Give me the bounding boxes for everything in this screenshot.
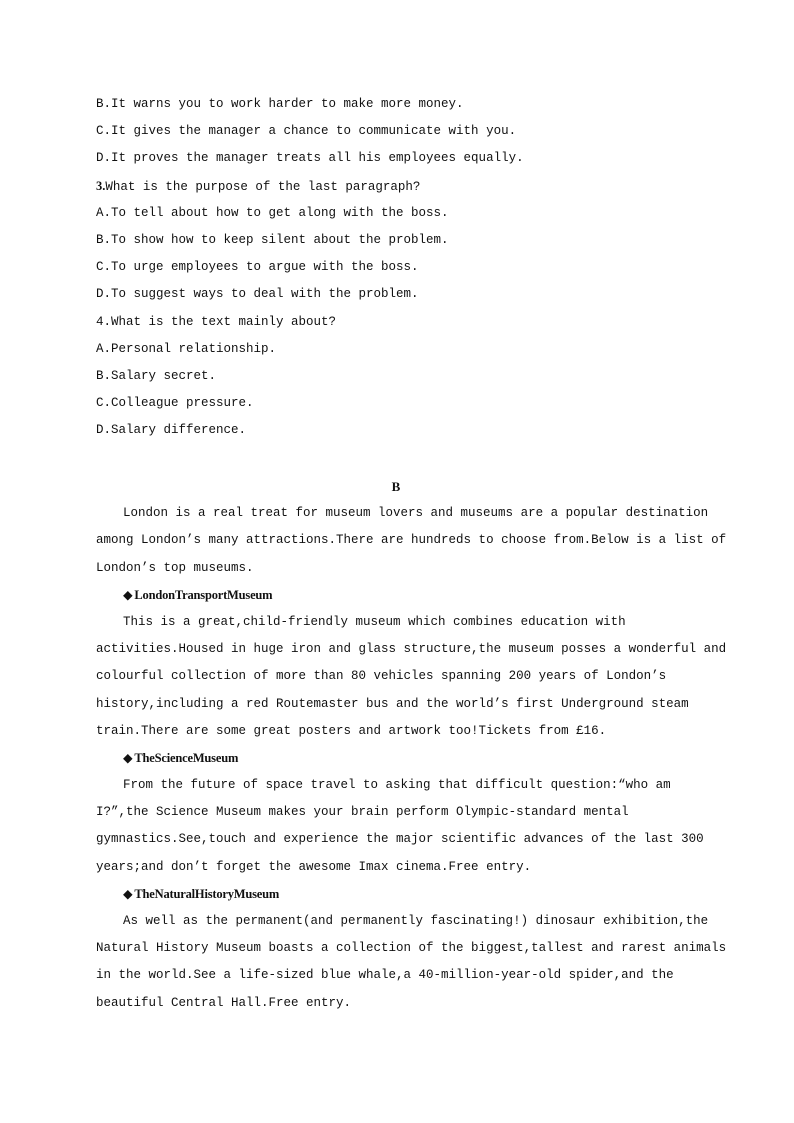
museum-text-line: years;and don’t forget the awesome Imax cinema.Free entry.	[96, 859, 532, 874]
museum-text-line: activities.Housed in huge iron and glass structure,the museum posses a wonderful and	[96, 642, 727, 657]
museum-name: TheNaturalHistoryMuseum	[134, 886, 280, 901]
section-letter: B	[391, 479, 401, 494]
option-line: D.To suggest ways to deal with the problem.	[96, 287, 419, 302]
museum-text-line: As well as the permanent(and permanently fascinating!) dinosaur exhibition,the	[123, 914, 709, 928]
questions-block	[96, 91, 696, 444]
section-b	[96, 473, 727, 1017]
museum-heading	[96, 745, 696, 772]
intro-line: London is a real treat for museum lovers and museums are a popular destination	[123, 506, 709, 521]
intro-line: among London’s many attractions.There are hundreds to choose from.Below is a list of	[96, 533, 727, 548]
question-4	[96, 309, 696, 336]
option-line: A.Personal relationship.	[96, 341, 277, 356]
option-line: D.Salary difference.	[96, 423, 247, 438]
question-text: What is the purpose of the last paragraph?	[105, 179, 421, 194]
option-line: B.To show how to keep silent about the problem.	[96, 232, 449, 247]
diamond-bullet-icon: ◆	[123, 587, 133, 602]
museum-text-line: train.There are some great posters and artwork too!Tickets from £16.	[96, 723, 607, 738]
option-line: A.To tell about how to get along with the boss.	[96, 205, 449, 220]
question-number: 4.	[96, 314, 112, 329]
museum-text-line: beautiful Central Hall.Free entry.	[96, 995, 352, 1010]
museum-text-line: colourful collection of more than 80 vehicles spanning 200 years of London’s	[96, 669, 667, 684]
diamond-bullet-icon: ◆	[123, 886, 133, 901]
option-line: C.To urge employees to argue with the boss.	[96, 260, 419, 275]
museum-name: LondonTransportMuseum	[134, 587, 273, 602]
question-number: 3.	[96, 178, 106, 193]
intro-line: London’s top museums.	[96, 560, 254, 575]
museum-text-line: history,including a red Routemaster bus and the world’s first Underground steam	[96, 696, 689, 711]
museum-text-line: I?”,the Science Museum makes your brain perform Olympic-standard mental	[96, 805, 629, 820]
museum-text-line: This is a great,child-friendly museum which combines education with	[123, 614, 626, 629]
question-3	[96, 173, 696, 200]
option-line: B.Salary secret.	[96, 368, 217, 383]
option-line: C.It gives the manager a chance to communicate with you.	[96, 124, 517, 139]
museum-text-line: in the world.See a life-sized blue whale,a 40-million-year-old spider,and the	[96, 968, 674, 983]
diamond-bullet-icon: ◆	[123, 750, 133, 765]
museum-text-line: gymnastics.See,touch and experience the major scientific advances of the last 300	[96, 832, 704, 847]
question-text: What is the text mainly about?	[111, 314, 337, 329]
option-line: D.It proves the manager treats all his employees equally.	[96, 151, 524, 166]
option-line: B.It warns you to work harder to make more money.	[96, 97, 464, 111]
museum-name: TheScienceMuseum	[134, 750, 239, 765]
museum-heading	[96, 881, 696, 908]
museum-text-line: Natural History Museum boasts a collection of the biggest,tallest and rarest animals	[96, 941, 727, 956]
museum-text-line: From the future of space travel to asking that difficult question:“who am	[123, 778, 671, 793]
option-line: C.Colleague pressure.	[96, 396, 254, 411]
museum-heading	[96, 582, 696, 609]
